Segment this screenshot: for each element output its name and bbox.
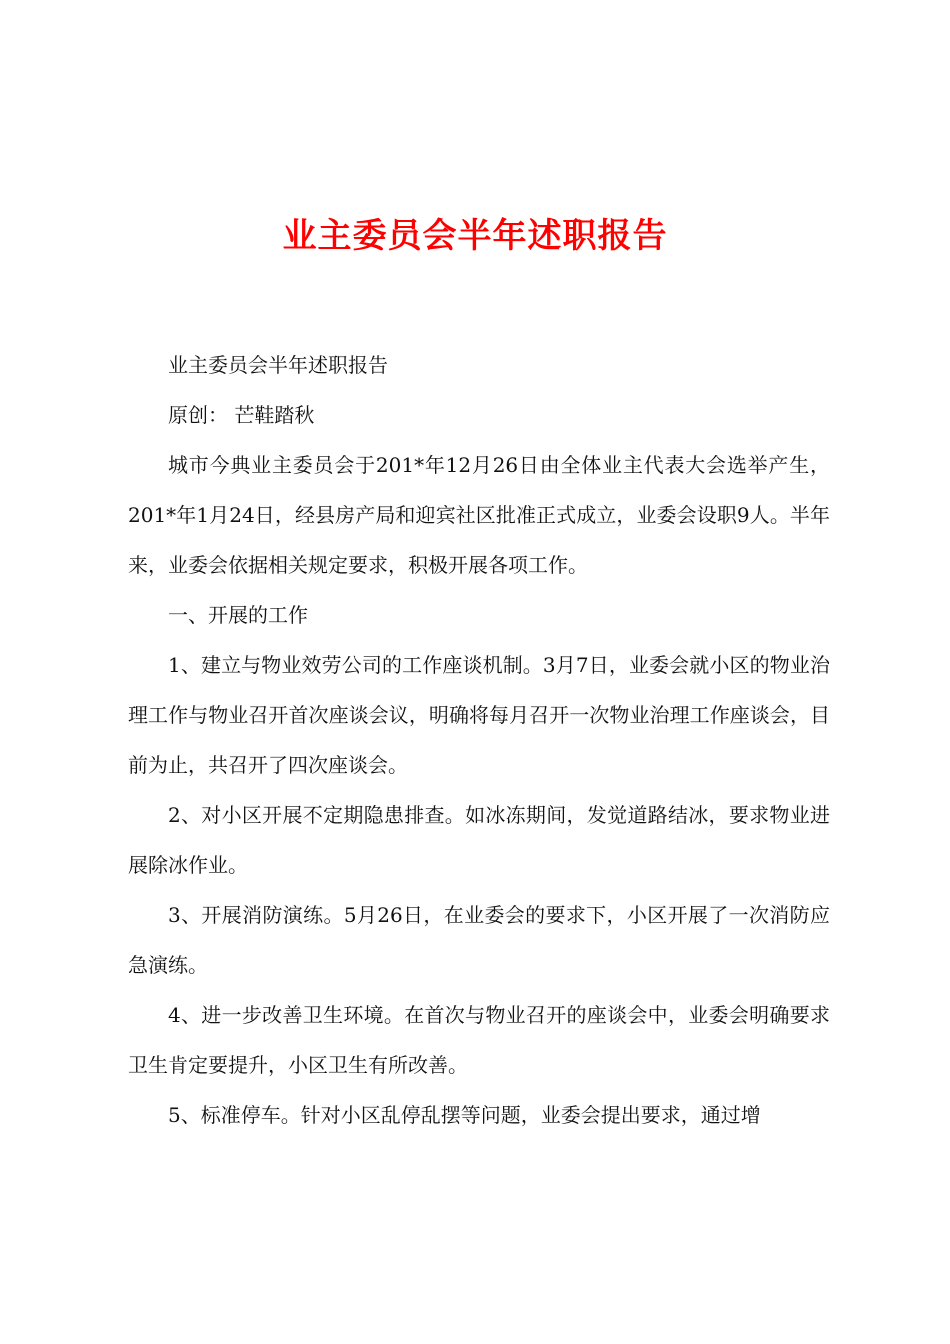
paragraph-item-4: 4、进一步改善卫生环境。在首次与物业召开的座谈会中，业委会明确要求卫生肯定要提升，小区卫生有所改善。 — [128, 1003, 830, 1077]
document-title: 业主委员会半年述职报告 — [282, 216, 668, 256]
paragraph-author: 原创： 芒鞋踏秋 — [168, 403, 315, 427]
paragraph-item-1: 1、建立与物业效劳公司的工作座谈机制。3月7日，业委会就小区的物业治理工作与物业召开首次座谈会议，明确将每月召开一次物业治理工作座谈会，目前为止，共召开了四次座谈会。 — [128, 653, 830, 777]
document-body — [128, 340, 830, 1140]
paragraph-item-3: 3、开展消防演练。5月26日，在业委会的要求下，小区开展了一次消防应急演练。 — [128, 903, 830, 977]
paragraph-intro: 城市今典业主委员会于201*年12月26日由全体业主代表大会选举产生，201*年1月24日，经县房产局和迎宾社区批准正式成立，业委会设职9人。半年来，业委会依据相关规定要求，积极开展各项工作。 — [128, 453, 830, 577]
paragraph-item-2: 2、对小区开展不定期隐患排查。如冰冻期间，发觉道路结冰，要求物业进展除冰作业。 — [128, 803, 830, 877]
paragraph-item-5: 5、标准停车。针对小区乱停乱摆等问题，业委会提出要求，通过增 — [168, 1103, 761, 1127]
section-heading: 一、开展的工作 — [168, 603, 308, 627]
paragraph-subtitle: 业主委员会半年述职报告 — [168, 353, 388, 377]
